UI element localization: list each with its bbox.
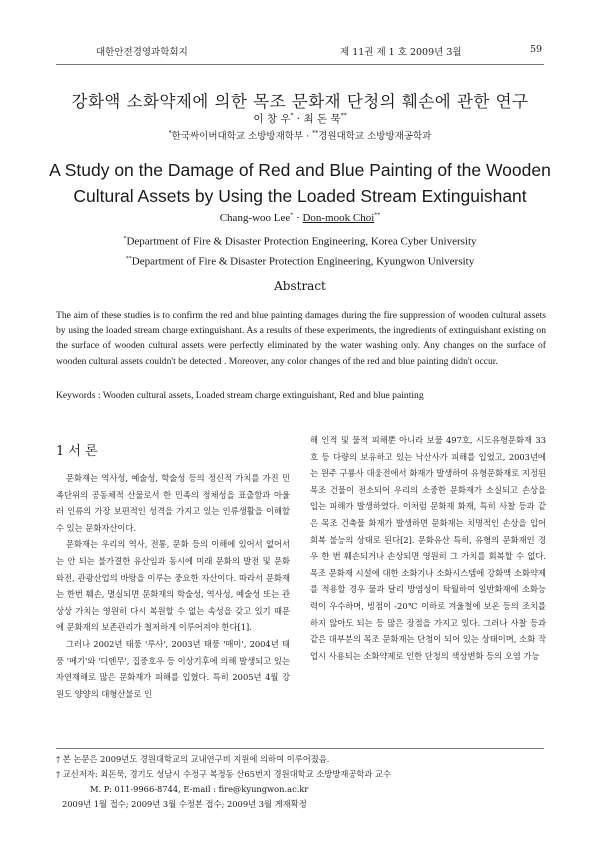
affil-mark: ** <box>312 129 319 137</box>
author-mark: * <box>290 112 294 120</box>
affil-mark: * <box>168 129 172 137</box>
affil-sep: · <box>303 131 313 142</box>
authors-korean <box>0 111 600 126</box>
footnote-mark: † <box>56 769 61 779</box>
body-right-column <box>310 432 546 664</box>
page-number: 59 <box>530 44 543 55</box>
abstract-heading: Abstract <box>274 279 326 293</box>
affil-en-1: Department of Fire & Disaster Protection Engineering, Korea Cyber University <box>126 235 477 248</box>
author-first-ko: 이 창 우 <box>253 113 291 125</box>
section-number: 1 <box>56 444 65 459</box>
abstract-text: The aim of these studies is to confirm the red and blue painting damages during the fire suppression of wooden cultural assets by using the loaded stream charge extinguishant. As a results of these experiments, the ingredients of extinguishant existing on the surface of wooden cultural assets were perfectly eliminated by the water washing only. Any changes on the surface of wooden cultural assets couldn't be detected . Moreover, any color changes of the red and blue painting didn't occur. <box>56 310 546 367</box>
authors-english <box>0 212 600 224</box>
author-sep: · <box>293 113 304 125</box>
paragraph: 그러나 2002년 태풍 '루사', 2003년 태풍 '매미', 2004년 태풍 '메기'와 '디엔무', 집중호우 등 이상기후에 의해 발생되고 있는 자연재해로 많은 문화재가 피해를 입혔다. 특히 2005년 4월 강원도 양양의 대형산불로 인 <box>56 638 290 699</box>
paragraph: 해 인적 및 물적 피해뿐 아니라 보물 497호, 시도유형문화재 33호 등 다량의 보유하고 있는 낙산사가 피해를 입었고, 2003년에는 원주 구룡사 대웅전에서 화재가 발생하여 유형문화재로 지정된 목조 건물이 전소되어 우리의 소중한 문화재가 소실되고 손상을 입는 피해가 발생하였다. 이처럼 문화재 화재, 특히 사찰 등과 같은 목조 건축물 화재가 발생하면 문화재는 치명적인 손상을 입어 회복 불능의 상태로 된다[2]. 문화유산 특히, 유형의 문화재인 경우 한 번 훼손되거나 손상되면 영원히 그 가치를 회복할 수 없다. 목조 문화재 시설에 대한 소화기나 소화시스템에 강화액 소화약제를 적용할 경우 물과 달리 방염성이 탁월하여 일반화재에 소화능력이 우수하며, 빙점이 -20℃ 이하로 겨울철에 보온 등의 조치를 하지 않아도 되는 등 많은 장점을 가지고 있다. 그러나 사찰 등과 같은 대부분의 목조 문화재는 단청이 되어 있는 상태이며, 소화 작업시 사용되는 소화약제로 인한 단청의 색상변화 등의 오염 가능 <box>310 435 546 661</box>
affil-mark: ** <box>125 255 132 262</box>
affil-mark: * <box>123 236 127 242</box>
affiliation-english <box>0 231 600 270</box>
affil-en-2: Department of Fire & Disaster Protection Engineering, Kyungwon University <box>131 255 475 268</box>
footnotes <box>56 752 546 812</box>
author-mark: ** <box>374 212 381 219</box>
keywords: Keywords : Wooden cultural assets, Loaded stream charge extinguishant, Red and blue painting <box>56 390 424 401</box>
affil-ko-2: 경원대학교 소방방재공학과 <box>318 131 432 142</box>
footnote-mark: † <box>56 754 61 764</box>
title-en-line1: A Study on the Damage of Red and Blue Painting of the Wooden <box>49 160 551 180</box>
footnote-dates: 2009년 1월 접수; 2009년 3월 수정본 접수; 2009년 3월 게재확정 <box>62 799 307 809</box>
affiliation-korean <box>0 128 600 142</box>
affil-ko-1: 한국싸이버대학교 소방방재학부 <box>171 131 304 142</box>
journal-name: 대한안전경영과학회지 <box>96 47 188 58</box>
author-sep: · <box>293 212 303 224</box>
footnote-contact: M. P: 011-9966-8744, E-mail : fire@kyungwon.ac.kr <box>90 784 309 794</box>
footnote-funding: 본 논문은 2009년도 경원대학교의 교내연구비 지원에 의하여 이루어졌음. <box>62 754 330 764</box>
paragraph: 문화재는 역사성, 예술성, 학술성 등의 정신적 가치를 가진 민족단위의 공동체적 산물로서 한 민족의 정체성을 표출함과 아울러 인류의 가장 보편적인 성격을 가지고 있는 인류생활을 이해할 수 있는 문화자산이다. <box>56 473 290 533</box>
body-left-column <box>56 470 290 702</box>
issue-info: 제 11권 제 1 호 2009년 3월 <box>340 47 462 58</box>
author-mark: * <box>290 212 294 219</box>
author-first-en: Chang-woo Lee <box>219 212 291 224</box>
section-heading <box>56 440 98 459</box>
author-second-ko: 최 돈 묵 <box>303 113 341 125</box>
paper-title-korean: 강화액 소화약제에 의한 목조 문화재 단청의 훼손에 관한 연구 <box>71 92 529 111</box>
section-title: 서 론 <box>68 444 98 459</box>
paper-title-english <box>0 157 600 209</box>
title-en-line2: Cultural Assets by Using the Loaded Stream Extinguishant <box>73 186 527 206</box>
header-rule <box>56 64 544 65</box>
footnote-rule <box>56 748 544 749</box>
keywords-label: Keywords <box>56 390 96 401</box>
paragraph: 문화재는 우리의 역사, 전통, 문화 등의 이해에 있어서 없어서는 안 되는 불가결한 유산임과 동시에 미래 문화의 발전 및 문화와전, 관광산업의 바탕을 이루는 중요한 자산이다. 따라서 문화재는 한번 훼손, 멸실되면 문화재의 학술성, 역사성, 예술성 또는 관상상 가치는 영원히 다시 복원할 수 없는 속성을 갖고 있기 때문에 문화재의 보존관리가 철저하게 이루어져야 한다[1]. <box>56 539 290 633</box>
author-second-en: Don-mook Choi <box>302 212 375 224</box>
author-mark: ** <box>340 112 347 120</box>
footnote-corresponding: 교신저자: 최돈묵, 경기도 성남시 수정구 복정동 산65번지 경원대학교 소방방재공학과 교수 <box>62 769 392 779</box>
keywords-text: Wooden cultural assets, Loaded stream charge extinguishant, Red and blue painting <box>102 390 424 401</box>
